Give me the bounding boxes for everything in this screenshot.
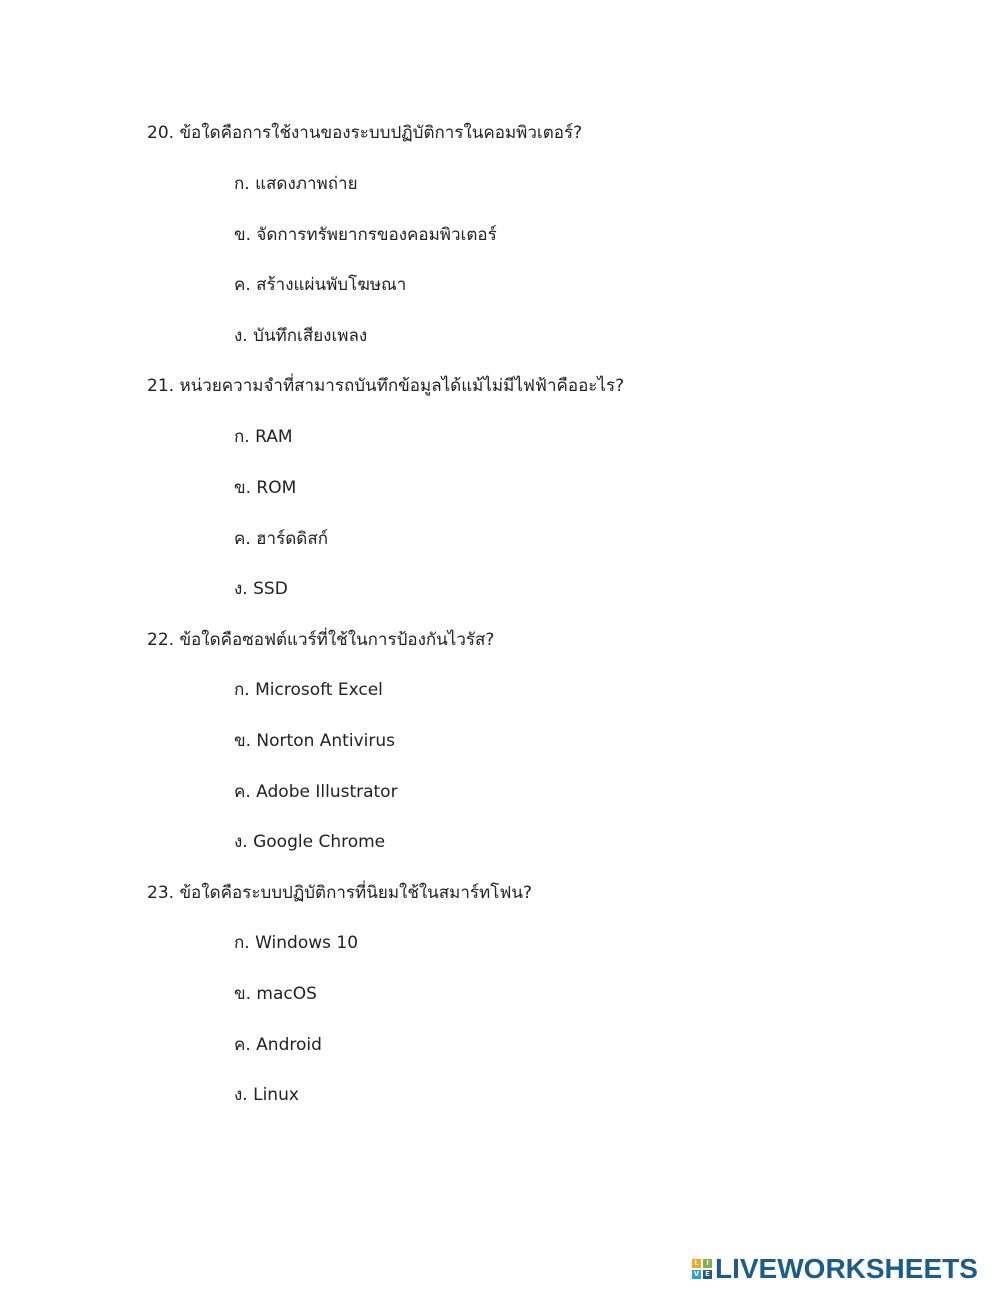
brand-name: LIVEWORKSHEETS bbox=[715, 1253, 978, 1284]
logo-mark-icon bbox=[692, 1259, 712, 1279]
question-22-option-a: ก. Microsoft Excel bbox=[234, 680, 383, 700]
question-23-option-c: ค. Android bbox=[234, 1035, 322, 1055]
question-21: 21. หน่วยความจำที่สามารถบันทึกข้อมูลได้แม้ไม่มีไฟฟ้าคืออะไร? bbox=[147, 376, 625, 396]
logo-letter-l: L bbox=[692, 1259, 701, 1268]
question-20-option-a: ก. แสดงภาพถ่าย bbox=[234, 174, 358, 194]
logo-letter-e: E bbox=[703, 1270, 712, 1279]
question-22-option-b: ข. Norton Antivirus bbox=[234, 731, 395, 751]
question-20-option-c: ค. สร้างแผ่นพับโฆษณา bbox=[234, 275, 407, 295]
question-23-option-b: ข. macOS bbox=[234, 984, 317, 1004]
question-21-option-a: ก. RAM bbox=[234, 427, 293, 447]
question-23-option-a: ก. Windows 10 bbox=[234, 933, 359, 953]
question-20-option-d: ง. บันทึกเสียงเพลง bbox=[234, 326, 368, 346]
question-21-option-c: ค. ฮาร์ดดิสก์ bbox=[234, 529, 328, 549]
question-20-option-b: ข. จัดการทรัพยากรของคอมพิวเตอร์ bbox=[234, 225, 497, 245]
question-23-option-d: ง. Linux bbox=[234, 1085, 299, 1105]
question-21-option-b: ข. ROM bbox=[234, 478, 297, 498]
question-22-option-d: ง. Google Chrome bbox=[234, 832, 386, 852]
question-21-option-d: ง. SSD bbox=[234, 579, 288, 599]
question-22: 22. ข้อใดคือซอฟต์แวร์ที่ใช้ในการป้องกันไวรัส? bbox=[147, 630, 495, 650]
logo-letter-v: V bbox=[693, 1270, 700, 1278]
logo-letter-i: I bbox=[703, 1259, 712, 1268]
question-20: 20. ข้อใดคือการใช้งานของระบบปฏิบัติการในคอมพิวเตอร์? bbox=[147, 123, 583, 143]
question-22-option-c: ค. Adobe Illustrator bbox=[234, 782, 398, 802]
question-23: 23. ข้อใดคือระบบปฏิบัติการที่นิยมใช้ในสมาร์ทโฟน? bbox=[147, 883, 533, 903]
liveworksheets-logo bbox=[692, 1252, 978, 1286]
